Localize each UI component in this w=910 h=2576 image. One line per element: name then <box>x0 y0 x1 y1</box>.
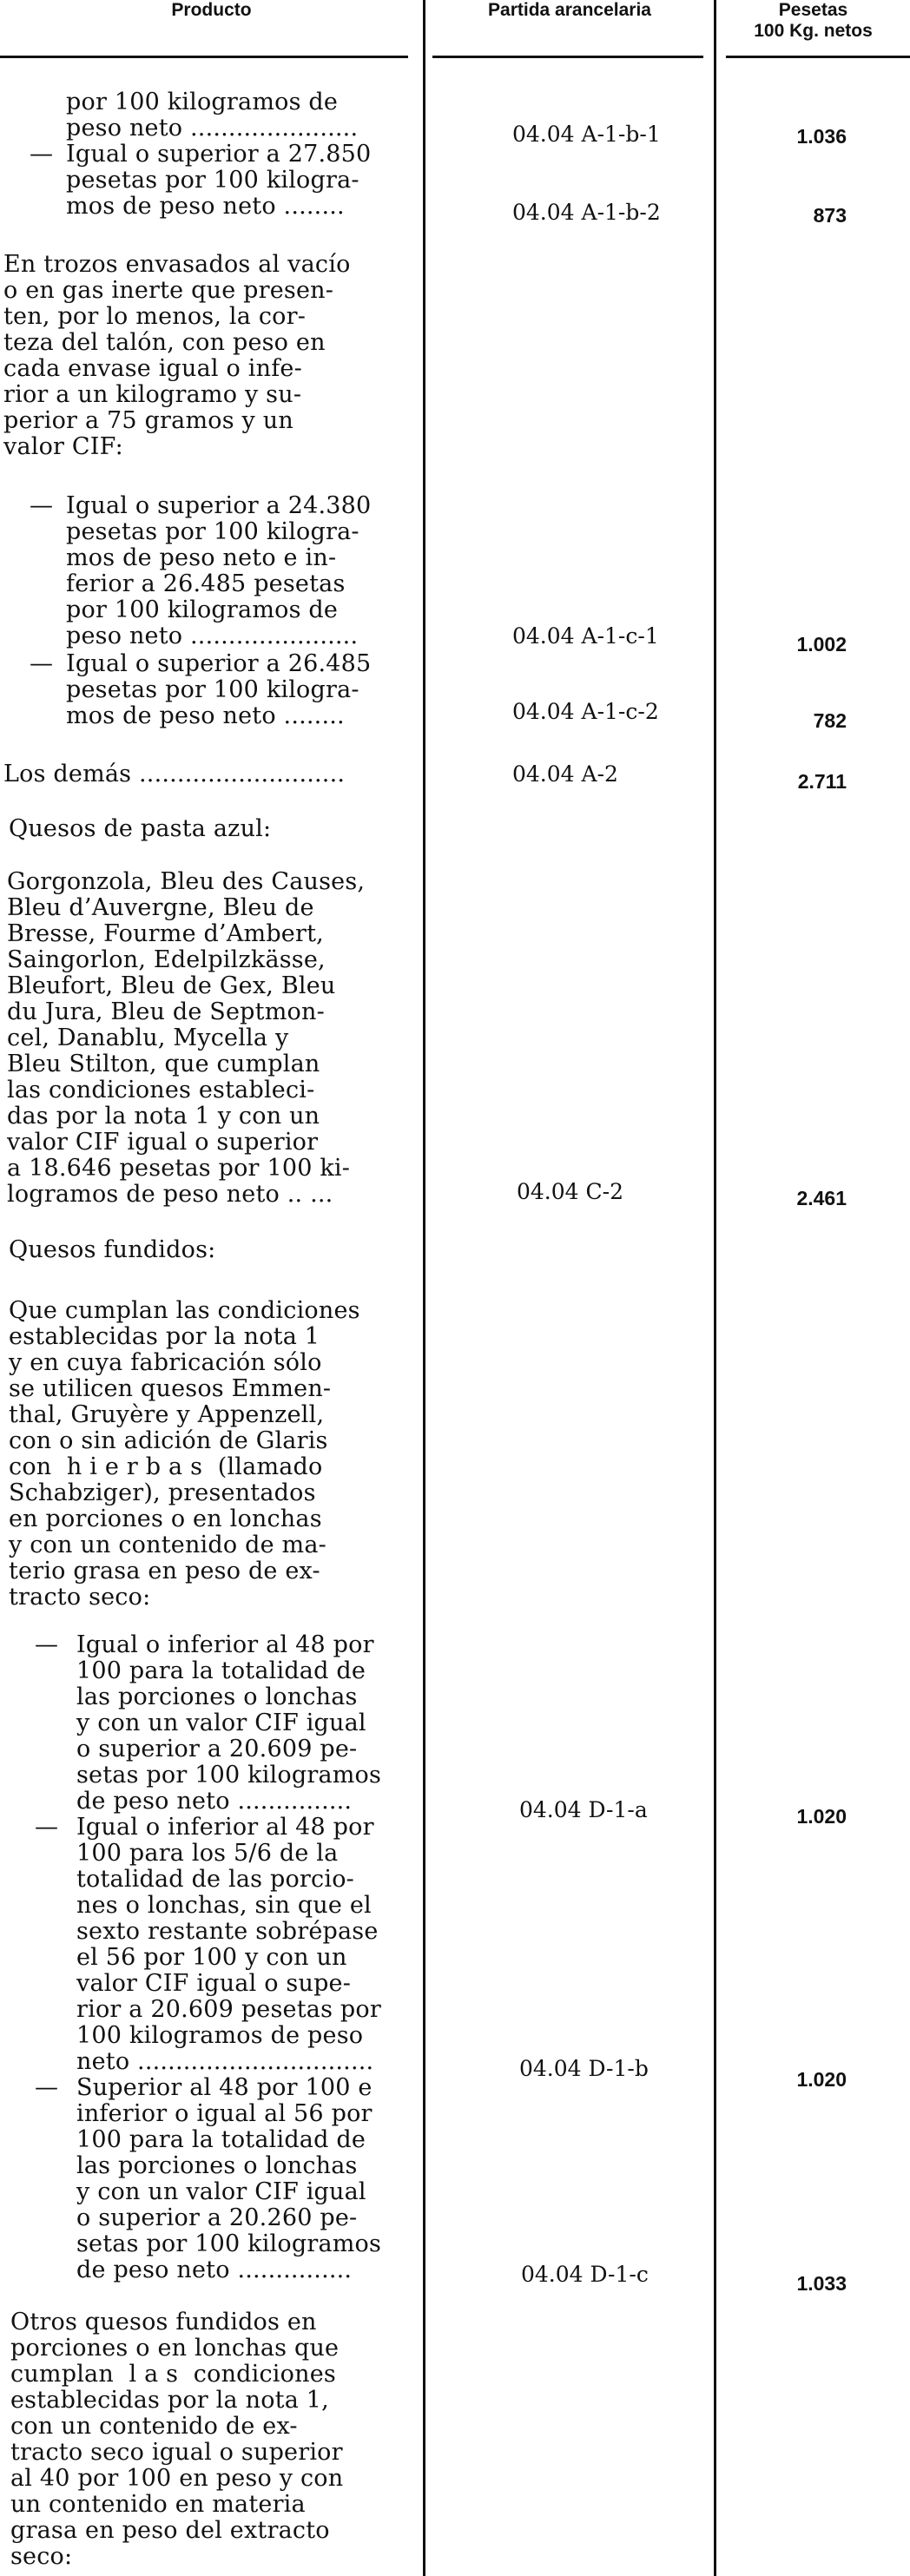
text-line: Igual o superior a 27.850 <box>66 141 372 168</box>
text-line: Quesos de pasta azul: <box>9 815 272 842</box>
text-line: de peso neto ............... <box>76 1788 353 1815</box>
text-line: Bleu d’Auvergne, Bleu de <box>7 894 314 921</box>
text-line: Igual o inferior al 48 por <box>76 1814 374 1841</box>
text-line: Igual o superior a 26.485 <box>66 650 372 677</box>
text-line: se utilicen quesos Emmen- <box>9 1375 332 1402</box>
dash-marker: — <box>30 141 53 168</box>
text-line: teza del talón, con peso en <box>3 329 326 356</box>
text-line: terio grasa en peso de ex- <box>9 1558 320 1584</box>
text-line: Otros quesos fundidos en <box>10 2309 317 2336</box>
text-line: inferior o igual al 56 por <box>76 2100 373 2127</box>
row-text <box>3 761 345 787</box>
dash-marker: — <box>35 1631 58 1658</box>
text-line: Quesos fundidos: <box>9 1236 216 1263</box>
row-text <box>66 651 371 729</box>
text-line: con un contenido de ex- <box>10 2413 298 2440</box>
header-rule-3 <box>726 56 910 58</box>
text-line: 100 para la totalidad de <box>76 1657 366 1684</box>
text-line: en porciones o en lonchas <box>9 1505 322 1532</box>
text-line: 100 para la totalidad de <box>76 2126 366 2153</box>
text-line: y con un valor CIF igual <box>76 2178 366 2205</box>
text-line: logramos de peso neto .. ... <box>7 1181 333 1208</box>
text-line: de peso neto ............... <box>76 2256 353 2283</box>
text-line: o superior a 20.609 pe- <box>76 1736 358 1762</box>
text-line: las porciones o lonchas <box>76 1683 358 1710</box>
tariff-code: 04.04 A-1-c-1 <box>512 623 659 649</box>
text-line: valor CIF igual o supe- <box>76 1970 352 1997</box>
text-line: pesetas por 100 kilogra- <box>66 167 359 194</box>
text-line: ferior a 26.485 pesetas <box>66 570 346 597</box>
text-line: pesetas por 100 kilogra- <box>66 518 359 545</box>
text-line: totalidad de las porcio- <box>76 1866 354 1893</box>
text-line: rior a 20.609 pesetas por <box>76 1996 381 2023</box>
price-value: 1.002 <box>796 633 847 656</box>
text-line: setas por 100 kilogramos <box>76 2230 382 2257</box>
text-line: Bleu Stilton, que cumplan <box>7 1051 320 1077</box>
tariff-code: 04.04 A-1-c-2 <box>512 699 659 724</box>
header-rule-1 <box>0 56 408 58</box>
text-line: con h i e r b a s (llamado <box>9 1453 323 1480</box>
text-line: ten, por lo menos, la cor- <box>3 303 307 330</box>
section-heading <box>9 1237 215 1263</box>
text-line: 100 kilogramos de peso <box>76 2022 364 2049</box>
tariff-code: 04.04 D-1-c <box>521 2262 649 2287</box>
dash-marker: — <box>35 1814 58 1841</box>
text-line: Saingorlon, Edelpilzkässe, <box>7 946 326 973</box>
text-line: tracto seco: <box>9 1584 151 1611</box>
price-value: 1.033 <box>796 2272 847 2295</box>
text-line: valor CIF: <box>3 433 123 460</box>
row-text <box>66 493 371 649</box>
text-line: cel, Danablu, Mycella y <box>7 1024 289 1051</box>
text-line: Que cumplan las condiciones <box>9 1297 360 1324</box>
header-producto: Producto <box>171 0 252 20</box>
section-heading <box>9 816 271 842</box>
tariff-code: 04.04 A-2 <box>512 761 618 787</box>
header-rule-2 <box>432 56 703 58</box>
text-line: neto ............................... <box>76 2048 374 2075</box>
text-line: por 100 kilogramos de <box>66 596 339 623</box>
text-line: rior a un kilogramo y su- <box>3 381 302 408</box>
row-text <box>66 142 371 220</box>
text-line: du Jura, Bleu de Septmon- <box>7 998 325 1025</box>
dash-marker: — <box>30 492 53 519</box>
tariff-code: 04.04 D-1-a <box>519 1797 648 1822</box>
section-paragraph <box>10 2309 343 2570</box>
text-line: el 56 por 100 y con un <box>76 1944 347 1971</box>
column-divider-2 <box>714 0 716 2576</box>
text-line: sexto restante sobrépase <box>76 1918 379 1945</box>
text-line: Bresse, Fourme d’Ambert, <box>7 920 324 947</box>
text-line: y en cuya fabricación sólo <box>9 1349 322 1376</box>
text-line: peso neto ...................... <box>66 115 359 142</box>
tariff-code: 04.04 A-1-b-2 <box>512 200 661 225</box>
text-line: o superior a 20.260 pe- <box>76 2204 358 2231</box>
text-line: Los demás ........................... <box>3 761 346 787</box>
text-line: Bleufort, Bleu de Gex, Bleu <box>7 972 336 999</box>
tariff-code: 04.04 A-1-b-1 <box>512 122 661 147</box>
price-value: 2.711 <box>797 770 847 793</box>
text-line: por 100 kilogramos de <box>66 89 339 115</box>
text-line: mos de peso neto e in- <box>66 544 337 571</box>
text-line: Igual o superior a 24.380 <box>66 492 372 519</box>
dash-marker: — <box>35 2074 58 2101</box>
header-partida: Partida arancelaria <box>488 0 651 20</box>
price-value: 873 <box>813 204 847 227</box>
text-line: 100 para los 5/6 de la <box>76 1840 339 1867</box>
text-line: seco: <box>10 2543 73 2570</box>
text-line: un contenido en materia <box>10 2491 306 2518</box>
text-line: y con un valor CIF igual <box>76 1710 366 1736</box>
text-line: Igual o inferior al 48 por <box>76 1631 374 1658</box>
text-line: setas por 100 kilogramos <box>76 1762 382 1789</box>
text-line: las condiciones estableci- <box>7 1077 315 1104</box>
text-line: al 40 por 100 en peso y con <box>10 2465 344 2492</box>
text-line: tracto seco igual o superior <box>10 2439 343 2466</box>
text-line: o en gas inerte que presen- <box>3 277 334 304</box>
text-line: cumplan l a s condiciones <box>10 2361 336 2388</box>
text-line: Gorgonzola, Bleu des Causes, <box>7 868 366 895</box>
header-pesetas-unit: 100 Kg. netos <box>754 21 873 41</box>
text-line: peso neto ...................... <box>66 623 359 649</box>
row-text <box>66 89 358 142</box>
text-line: perior a 75 gramos y un <box>3 407 293 434</box>
text-line: pesetas por 100 kilogra- <box>66 676 359 703</box>
section-paragraph <box>9 1298 360 1611</box>
row-text <box>76 1815 381 2075</box>
row-text <box>76 2075 381 2283</box>
price-value: 1.020 <box>796 1805 847 1828</box>
text-line: mos de peso neto ........ <box>66 193 345 220</box>
tariff-code: 04.04 D-1-b <box>519 2056 649 2081</box>
column-divider-1 <box>423 0 425 2576</box>
dash-marker: — <box>30 650 53 677</box>
text-line: y con un contenido de ma- <box>9 1532 326 1558</box>
text-line: cada envase igual o infe- <box>3 355 302 382</box>
price-value: 2.461 <box>796 1187 847 1209</box>
text-line: Superior al 48 por 100 e <box>76 2074 373 2101</box>
text-line: Schabziger), presentados <box>9 1479 316 1506</box>
text-line: valor CIF igual o superior <box>7 1129 319 1156</box>
text-line: nes o lonchas, sin que el <box>76 1892 372 1919</box>
text-line: a 18.646 pesetas por 100 ki- <box>7 1155 351 1182</box>
row-text <box>76 1632 381 1815</box>
header-pesetas: Pesetas <box>778 0 848 20</box>
text-line: porciones o en lonchas que <box>10 2335 340 2362</box>
price-value: 1.020 <box>796 2068 847 2091</box>
text-line: establecidas por la nota 1, <box>10 2387 329 2414</box>
text-line: establecidas por la nota 1 <box>9 1323 320 1350</box>
text-line: grasa en peso del extracto <box>10 2517 330 2544</box>
price-value: 782 <box>813 709 847 732</box>
section-paragraph <box>3 252 351 460</box>
tariff-code: 04.04 C-2 <box>517 1179 623 1204</box>
price-value: 1.036 <box>796 125 847 148</box>
text-line: mos de peso neto ........ <box>66 702 345 729</box>
text-line: das por la nota 1 y con un <box>7 1103 320 1130</box>
text-line: las porciones o lonchas <box>76 2152 358 2179</box>
text-line: En trozos envasados al vacío <box>3 251 351 278</box>
text-line: thal, Gruyère y Appenzell, <box>9 1401 325 1428</box>
row-text <box>7 869 365 1208</box>
text-line: con o sin adición de Glaris <box>9 1427 328 1454</box>
